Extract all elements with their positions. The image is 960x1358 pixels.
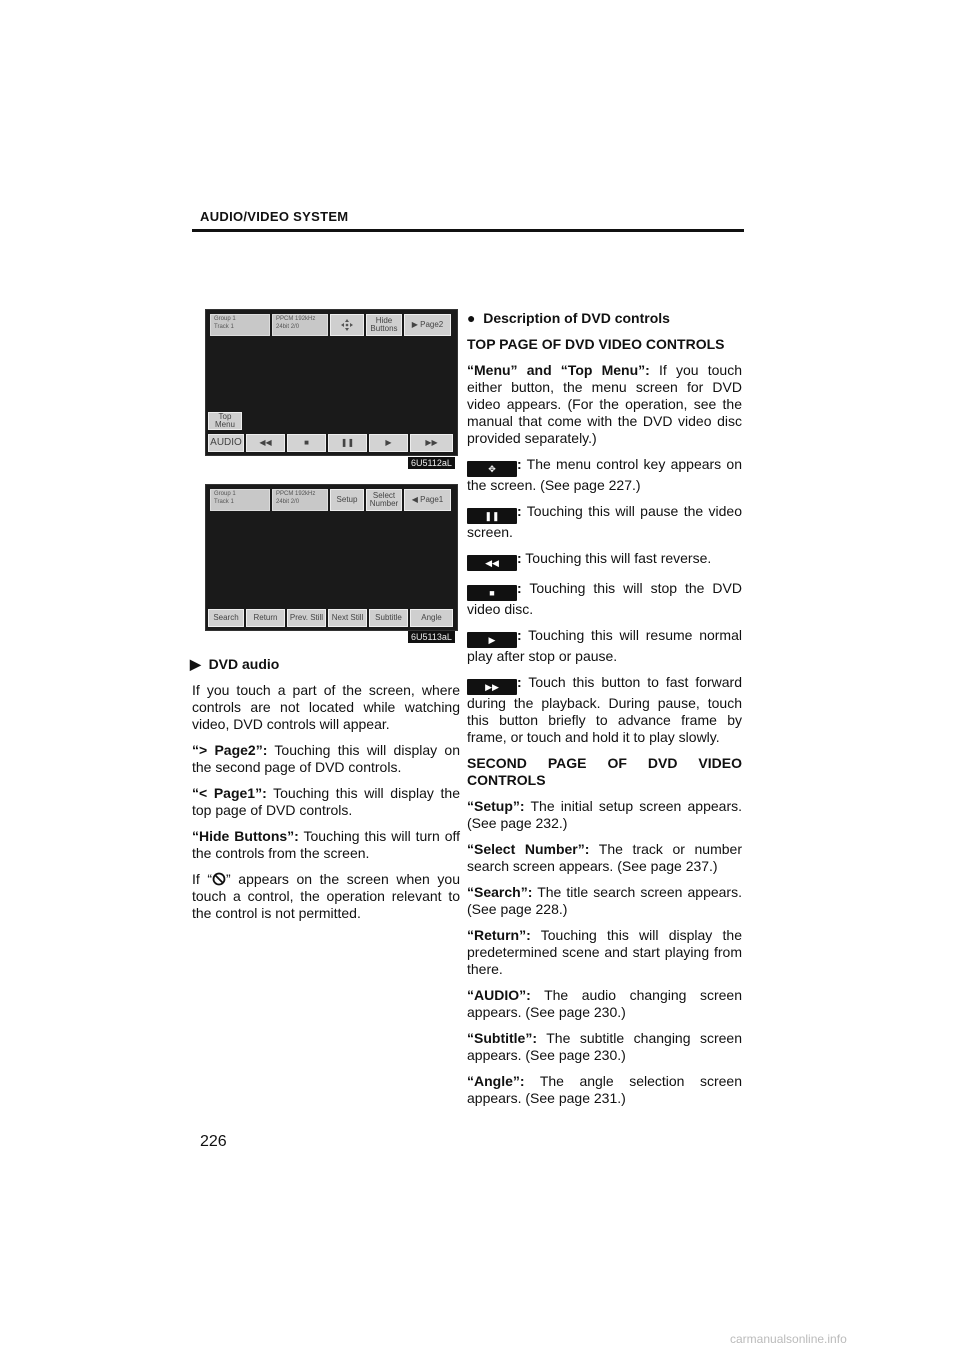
play-icon: ▶ — [467, 632, 517, 648]
pause-description: ❚❚ : Touching this will pause the video screen. — [467, 503, 742, 540]
top-menu-button[interactable]: Top Menu — [208, 412, 242, 430]
page1-button[interactable]: ◀ Page1 — [404, 489, 451, 511]
search-button[interactable]: Search — [208, 609, 244, 627]
angle-button[interactable]: Angle — [410, 609, 453, 627]
menu-control-key-button[interactable] — [330, 314, 364, 336]
group-track-info: Group 1 Track 1 — [210, 489, 270, 511]
section-header: AUDIO/VIDEO SYSTEM — [200, 209, 349, 224]
header-rule — [192, 229, 744, 232]
search-description: “Search”: The title search screen appears. (See page 228.) — [467, 884, 742, 917]
fast-reverse-icon: ◀◀ — [259, 437, 272, 447]
play-button[interactable] — [369, 434, 408, 452]
pause-icon: ❚❚ — [340, 437, 355, 447]
reverse-description: ◀◀ : Touching this will fast reverse. — [467, 550, 742, 571]
next-still-button[interactable]: Next Still — [328, 609, 367, 627]
intro-paragraph: If you touch a part of the screen, where controls are not located while watching video, DVD controls will appear. — [192, 682, 460, 732]
setup-description: “Setup”: The initial setup screen appears. (See page 232.) — [467, 798, 742, 831]
dvd-screen-top-page — [205, 309, 458, 456]
subtitle-button[interactable]: Subtitle — [369, 609, 408, 627]
return-button[interactable]: Return — [246, 609, 285, 627]
dvd-screen-second-page — [205, 484, 458, 631]
prev-still-button[interactable]: Prev. Still — [287, 609, 326, 627]
forward-description: ▶▶ : Touch this button to fast forward during the playback. During pause, touch this button briefly to advance frame by frame, or touch and hold it to play slowly. — [467, 674, 742, 745]
watermark: carmanualsonline.info — [730, 1332, 847, 1346]
return-description: “Return”: Touching this will display the predetermined scene and start playing from there. — [467, 927, 742, 977]
cross-arrows-icon: ✥ — [467, 461, 517, 477]
left-column — [192, 656, 460, 931]
figure-code: 6U5113aL — [408, 631, 455, 643]
prohibited-icon — [212, 872, 226, 886]
play-icon: ▶ — [385, 437, 392, 447]
play-description: ▶ : Touching this will resume normal play after stop or pause. — [467, 627, 742, 664]
hide-buttons-button[interactable]: Hide Buttons — [366, 314, 402, 336]
top-page-heading: TOP PAGE OF DVD VIDEO CONTROLS — [467, 336, 725, 352]
setup-button[interactable]: Setup — [330, 489, 364, 511]
menu-description: “Menu” and “Top Menu”: If you touch either button, the menu screen for DVD video appears. (For the operation, see the manual that come with the DVD video disc provided separately.) — [467, 362, 742, 446]
dvd-audio-heading: ▶ DVD audio — [190, 656, 280, 672]
stop-icon: ■ — [467, 585, 517, 601]
fast-reverse-icon: ◀◀ — [467, 555, 517, 571]
stop-description: ■ : Touching this will stop the DVD video disc. — [467, 580, 742, 617]
fast-forward-button[interactable] — [410, 434, 453, 452]
page-number: 226 — [200, 1133, 227, 1150]
group-track-info: Group 1 Track 1 — [210, 314, 270, 336]
figure-code: 6U5112aL — [408, 457, 455, 469]
angle-description: “Angle”: The angle selection screen appears. (See page 231.) — [467, 1073, 742, 1106]
menu-key-description: ✥ : The menu control key appears on the screen. (See page 227.) — [467, 456, 742, 493]
cross-arrows-icon — [341, 319, 353, 331]
subtitle-description: “Subtitle”: The subtitle changing screen appears. (See page 230.) — [467, 1030, 742, 1063]
pause-icon: ❚❚ — [467, 508, 517, 524]
fast-forward-icon: ▶▶ — [425, 437, 438, 447]
audio-format-info: PPCM 192kHz 24bit 2/0 — [272, 489, 328, 511]
pause-button[interactable] — [328, 434, 367, 452]
stop-button[interactable] — [287, 434, 326, 452]
page2-button[interactable]: ▶ Page2 — [404, 314, 451, 336]
fast-reverse-button[interactable] — [246, 434, 285, 452]
right-column — [467, 310, 742, 1116]
audio-button[interactable]: AUDIO — [208, 434, 244, 452]
audio-description: “AUDIO”: The audio changing screen appears. (See page 230.) — [467, 987, 742, 1020]
page2-description: “> Page2”: Touching this will display on the second page of DVD controls. — [192, 742, 460, 775]
hide-buttons-description: “Hide Buttons”: Touching this will turn off the controls from the screen. — [192, 828, 461, 861]
select-number-description: “Select Number”: The track or number search screen appears. (See page 237.) — [467, 841, 742, 874]
fast-forward-icon: ▶▶ — [467, 679, 517, 695]
stop-icon: ■ — [304, 437, 309, 447]
audio-format-info: PPCM 192kHz 24bit 2/0 — [272, 314, 328, 336]
description-heading: ● Description of DVD controls — [467, 310, 670, 326]
page1-description: “< Page1”: Touching this will display the top page of DVD controls. — [192, 785, 460, 818]
second-page-heading: SECOND PAGE OF DVD VIDEO CONTROLS — [467, 755, 742, 788]
select-number-button[interactable]: Select Number — [366, 489, 402, 511]
prohibited-note: If “ ” appears on the screen when you touch a control, the operation relevant to the control is not permitted. — [192, 871, 460, 921]
